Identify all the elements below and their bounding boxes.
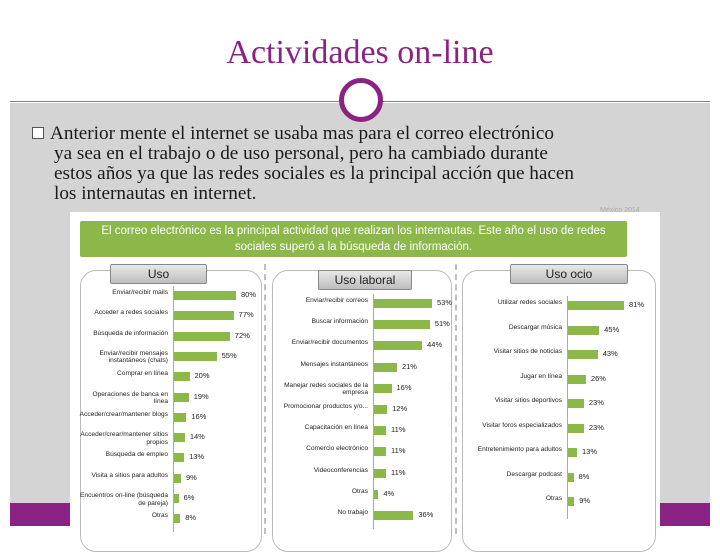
value-label: 11% xyxy=(391,467,406,477)
value-label: 11% xyxy=(391,446,406,456)
bar xyxy=(568,497,574,506)
corner-label: México 2014 xyxy=(600,207,640,214)
bar xyxy=(374,447,386,456)
header-line-2: sociales superó a la búsqueda de información. xyxy=(234,241,473,253)
value-label: 8% xyxy=(578,471,590,481)
category-label: Enviar/recibir documentos xyxy=(291,339,368,347)
value-label: 55% xyxy=(221,350,237,360)
chart-title: Uso xyxy=(110,264,207,284)
value-label: 45% xyxy=(604,324,620,334)
category-label: Visita a sitios para adultos xyxy=(91,471,168,479)
category-label: No trabajo xyxy=(337,509,368,516)
bullet-line-4: los internautas en internet. xyxy=(54,183,257,204)
category-label: Entretenimiento para adultos xyxy=(477,446,562,453)
bar xyxy=(374,363,397,372)
bar xyxy=(174,291,236,300)
bullet-line-1: Anterior mente el internet se usaba mas para el correo electrónico xyxy=(50,123,554,144)
bar xyxy=(568,399,584,408)
value-label: 9% xyxy=(185,472,197,482)
category-label: Otras xyxy=(151,512,168,520)
value-label: 26% xyxy=(590,373,606,383)
category-label: Mensajes instantáneos xyxy=(300,360,368,368)
bar xyxy=(374,320,430,329)
bar xyxy=(174,413,186,422)
category-label: Manejar redes sociales de la empresa xyxy=(284,381,368,397)
value-label: 80% xyxy=(241,290,257,299)
bar xyxy=(174,474,181,483)
category-label: Descargar podcast xyxy=(506,470,562,478)
bar xyxy=(174,372,190,381)
chart-title: Uso laboral xyxy=(318,270,412,290)
value-label: 13% xyxy=(189,452,205,462)
infographic-header xyxy=(80,221,627,257)
bar xyxy=(174,311,234,320)
category-label: Visitar foros especializados xyxy=(482,421,562,429)
category-label: Acceder a redes sociales xyxy=(94,309,168,317)
bar xyxy=(374,341,422,350)
value-label: 21% xyxy=(401,361,417,371)
bar xyxy=(374,405,387,414)
chart-title: Uso ocio xyxy=(510,264,628,284)
value-label: 36% xyxy=(418,510,434,519)
category-label: Capacitación en línea xyxy=(304,424,368,432)
slide-title: Actividades on-line xyxy=(226,34,494,71)
bar xyxy=(568,473,574,482)
category-label: Otras xyxy=(545,495,562,502)
bar xyxy=(374,511,413,520)
category-label: Otras xyxy=(351,487,368,495)
bar xyxy=(174,393,189,402)
dashed-divider xyxy=(455,264,457,534)
bar xyxy=(374,490,378,499)
category-label: Enviar/recibir mails xyxy=(112,289,168,296)
bullet-line-2: ya sea en el trabajo o de uso personal, pero ha cambiado durante xyxy=(54,143,548,164)
value-label: 14% xyxy=(189,432,205,442)
bullet-line-3: estos años ya que las redes sociales es la principal acción que hacen xyxy=(54,163,574,184)
value-label: 4% xyxy=(383,488,395,498)
value-label: 53% xyxy=(437,298,453,307)
category-label: Comprar en línea xyxy=(117,370,168,378)
value-label: 23% xyxy=(588,398,604,407)
bar xyxy=(374,426,386,435)
bar xyxy=(568,350,598,359)
bullet-paragraph xyxy=(32,124,692,204)
value-label: 6% xyxy=(183,493,195,502)
category-label: Operaciones de banca en línea xyxy=(92,390,168,406)
bar xyxy=(174,332,230,341)
value-label: 13% xyxy=(581,447,597,456)
value-label: 9% xyxy=(579,496,591,505)
bar xyxy=(174,494,179,503)
infographic xyxy=(70,207,660,540)
value-label: 23% xyxy=(588,422,604,432)
value-label: 43% xyxy=(602,349,618,358)
value-label: 8% xyxy=(185,513,197,523)
checkbox-bullet-icon xyxy=(32,127,44,139)
bar xyxy=(374,384,392,393)
category-label: Búsqueda de información xyxy=(93,329,168,337)
bar xyxy=(374,299,432,308)
category-label: Enviar/recibir mensajes instantáneos (chats) xyxy=(99,349,168,365)
bar xyxy=(174,433,185,442)
category-label: Utilizar redes sociales xyxy=(497,299,562,306)
bar xyxy=(568,326,599,335)
category-label: Videoconferencias xyxy=(313,466,368,474)
category-label: Búsqueda de empleo xyxy=(105,451,168,459)
value-label: 19% xyxy=(193,391,209,401)
bar xyxy=(568,375,586,384)
category-label: Encuentros on-line (búsqueda de pareja) xyxy=(80,492,168,507)
bar xyxy=(174,453,184,462)
value-label: 16% xyxy=(191,411,207,421)
bar xyxy=(374,469,386,478)
value-label: 12% xyxy=(392,404,408,413)
bar xyxy=(568,301,624,310)
category-label: Visitar sitios de noticias xyxy=(493,348,562,355)
category-label: Acceder/crear/mantener blogs xyxy=(79,410,168,418)
value-label: 77% xyxy=(238,310,254,320)
value-label: 16% xyxy=(396,382,412,392)
bar xyxy=(174,352,217,361)
category-label: Comercio electrónico xyxy=(306,445,368,453)
value-label: 51% xyxy=(434,319,450,329)
bar xyxy=(568,424,584,433)
bar xyxy=(174,514,180,523)
header-line-1: El correo electrónico es la principal actividad que realizan los internautas. Este año el uso de redes xyxy=(101,225,606,237)
category-label: Visitar sitios deportivos xyxy=(494,397,562,404)
category-label: Enviar/recibir correos xyxy=(305,297,368,304)
category-label: Jugar en línea xyxy=(520,372,562,380)
dashed-divider xyxy=(264,264,266,534)
category-label: Descargar música xyxy=(508,323,562,331)
value-label: 81% xyxy=(629,300,645,309)
category-label: Promocionar productos y/o... xyxy=(283,403,368,410)
value-label: 72% xyxy=(234,330,250,340)
category-label: Buscar información xyxy=(311,318,368,326)
bar xyxy=(568,448,577,457)
value-label: 20% xyxy=(194,371,210,381)
category-label: Acceder/crear/mantener sitios propios xyxy=(80,431,168,446)
value-label: 11% xyxy=(391,425,406,435)
chart-panel xyxy=(462,270,656,552)
circle-ornament-icon xyxy=(339,78,383,122)
value-label: 44% xyxy=(427,340,443,350)
